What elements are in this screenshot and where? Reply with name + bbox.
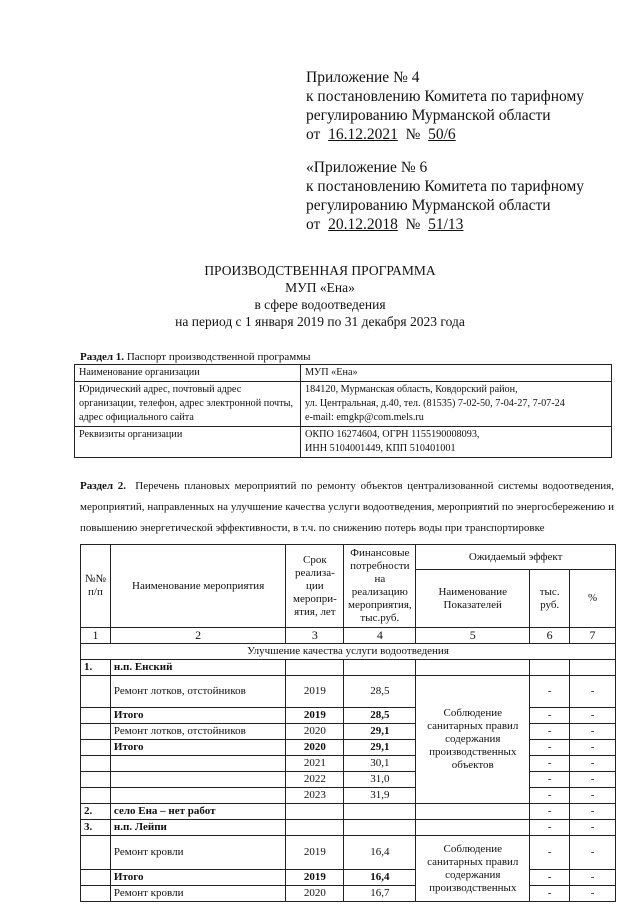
dash: - [570, 886, 616, 902]
dash: - [570, 772, 616, 788]
section2-label: Раздел 2. [80, 480, 126, 492]
row-amount: 16,7 [344, 886, 416, 902]
table-row [75, 427, 612, 458]
dash: - [570, 756, 616, 772]
document-title [0, 262, 640, 330]
row-name: н.п. Енский [110, 660, 285, 676]
decree-number: 50/6 [428, 126, 456, 143]
col-number: 7 [570, 628, 616, 644]
row-amount: 29,1 [344, 740, 416, 756]
col-number: 6 [530, 628, 570, 644]
section1-title: Паспорт производственной программы [126, 351, 311, 363]
col-header-finance: Финансовые потребности на реализацию мероприятия, тыс.руб. [344, 545, 416, 628]
row-year: 2022 [286, 772, 344, 788]
title-line: в сфере водоотведения [254, 297, 386, 312]
col-header-effect-pct: % [570, 570, 616, 628]
col-header-effect-thous: тыс. руб. [530, 570, 570, 628]
dash: - [530, 804, 570, 820]
row-year: 2019 [286, 836, 344, 870]
section1-label: Раздел 1. [80, 351, 125, 363]
group-title: Улучшение качества услуги водоотведения [81, 644, 616, 660]
row-name [110, 788, 285, 804]
row-name: Ремонт лотков, отстойников [110, 724, 285, 740]
dash: - [530, 676, 570, 708]
row-amount: 29,1 [344, 724, 416, 740]
col-header-effect: Ожидаемый эффект [416, 545, 616, 570]
appendix-current [306, 68, 584, 144]
dash: - [570, 740, 616, 756]
appendix-date-line [306, 215, 584, 234]
appendix-line: регулированию Мурманской области [306, 197, 551, 214]
table-row [81, 676, 616, 708]
appendix-line: регулированию Мурманской области [306, 107, 551, 124]
effect-text: Соблюдение санитарных правил содержания производственных объектов [416, 676, 530, 804]
row-year: 2023 [286, 788, 344, 804]
value-line: 184120, Мурманская область, Ковдорский район, [305, 384, 518, 395]
dash: - [530, 886, 570, 902]
table-row [81, 660, 616, 676]
value-line: ИНН 5104001449, КПП 510401001 [305, 443, 456, 454]
appendix-line: «Приложение № 6 [306, 159, 428, 176]
value-line: МУП «Ена» [305, 367, 358, 378]
table-row [81, 836, 616, 870]
effect-text: Соблюдение санитарных правил содержания производственных [416, 836, 530, 902]
dash: - [570, 724, 616, 740]
dash: - [530, 756, 570, 772]
section1-caption [80, 351, 311, 363]
group-row [81, 644, 616, 660]
row-name: Итого [110, 870, 285, 886]
table-row [81, 708, 616, 724]
row-amount: 28,5 [344, 676, 416, 708]
row-name: Итого [110, 708, 285, 724]
dash: - [530, 724, 570, 740]
appendix-original [306, 158, 584, 234]
passport-key: Реквизиты организации [75, 427, 301, 458]
col-number: 2 [110, 628, 285, 644]
col-header-term: Срок реализа-ции меропри-ятия, лет [286, 545, 344, 628]
row-name: н.п. Лейпи [110, 820, 285, 836]
number-prefix: № [405, 126, 421, 143]
dash: - [570, 870, 616, 886]
works-table [80, 544, 616, 902]
column-number-row [81, 628, 616, 644]
table-row [81, 820, 616, 836]
decree-date: 16.12.2021 [328, 126, 398, 143]
date-prefix: от [306, 216, 321, 233]
row-amount: 30,1 [344, 756, 416, 772]
value-line: ОКПО 16274604, ОГРН 1155190008093, [305, 429, 480, 440]
row-amount: 31,9 [344, 788, 416, 804]
row-year: 2020 [286, 724, 344, 740]
dash: - [570, 788, 616, 804]
col-number: 4 [344, 628, 416, 644]
table-row [81, 724, 616, 740]
row-name: Итого [110, 740, 285, 756]
appendix-date-line [306, 125, 584, 144]
table-row [81, 804, 616, 820]
table-row [81, 756, 616, 772]
dash: - [530, 836, 570, 870]
col-header-name: Наименование мероприятия [110, 545, 285, 628]
row-year: 2020 [286, 740, 344, 756]
col-header-num: №№ п/п [81, 545, 111, 628]
col-number: 1 [81, 628, 111, 644]
col-header-effect-name: Наименование Показателей [416, 570, 530, 628]
passport-table [74, 364, 612, 458]
passport-value [301, 427, 612, 458]
dash: - [530, 820, 570, 836]
table-header-row [81, 545, 616, 570]
decree-date: 20.12.2018 [328, 216, 398, 233]
table-row [81, 870, 616, 886]
row-amount: 16,4 [344, 870, 416, 886]
table-row [75, 382, 612, 427]
dash: - [570, 676, 616, 708]
appendix-line: Приложение № 4 [306, 69, 420, 86]
dash: - [530, 772, 570, 788]
decree-number: 51/13 [428, 216, 464, 233]
row-name [110, 756, 285, 772]
row-year: 2020 [286, 886, 344, 902]
section2-text: Перечень плановых мероприятий по ремонту объектов централизованной системы водоотведения, мероприятий, направленных на улучшение качества услуги водоотведения, мероприятий по энергосбережению и повышению энергетической эффективности, в т.ч. по снижению потерь воды при транспортировке [80, 480, 614, 534]
section2-intro [80, 476, 614, 539]
title-line: на период с 1 января 2019 по 31 декабря 2023 года [175, 314, 465, 329]
passport-key: Юридический адрес, почтовый адрес организации, телефон, адрес электронной почты, адрес официального сайта [75, 382, 301, 427]
dash: - [570, 804, 616, 820]
appendix-line: к постановлению Комитета по тарифному [306, 178, 585, 195]
col-number: 5 [416, 628, 530, 644]
dash: - [530, 870, 570, 886]
row-name: село Ена – нет работ [110, 804, 285, 820]
row-year: 2019 [286, 708, 344, 724]
date-prefix: от [306, 126, 321, 143]
table-row [81, 886, 616, 902]
row-year: 2021 [286, 756, 344, 772]
dash: - [530, 788, 570, 804]
row-name: Ремонт лотков, отстойников [110, 676, 285, 708]
passport-value [301, 382, 612, 427]
row-amount: 16,4 [344, 836, 416, 870]
col-number: 3 [286, 628, 344, 644]
row-num: 2. [81, 804, 111, 820]
table-row [81, 772, 616, 788]
value-line: e-mail: emgkp@com.mels.ru [305, 412, 424, 423]
dash: - [530, 708, 570, 724]
table-row [75, 365, 612, 382]
row-year: 2019 [286, 870, 344, 886]
dash: - [570, 708, 616, 724]
row-year: 2019 [286, 676, 344, 708]
title-line: ПРОИЗВОДСТВЕННАЯ ПРОГРАММА [204, 263, 436, 278]
dash: - [570, 820, 616, 836]
row-amount: 31,0 [344, 772, 416, 788]
row-name: Ремонт кровли [110, 886, 285, 902]
appendix-line: к постановлению Комитета по тарифному [306, 88, 585, 105]
row-num: 1. [81, 660, 111, 676]
table-row [81, 740, 616, 756]
row-amount: 28,5 [344, 708, 416, 724]
title-line: МУП «Ена» [285, 280, 355, 295]
number-prefix: № [405, 216, 421, 233]
dash: - [570, 836, 616, 870]
value-line: ул. Центральная, д.40, тел. (81535) 7-02-50, 7-04-27, 7-07-24 [305, 398, 565, 409]
table-row [81, 788, 616, 804]
row-num: 3. [81, 820, 111, 836]
passport-key: Наименование организации [75, 365, 301, 382]
dash: - [530, 740, 570, 756]
row-name: Ремонт кровли [110, 836, 285, 870]
passport-value [301, 365, 612, 382]
row-name [110, 772, 285, 788]
